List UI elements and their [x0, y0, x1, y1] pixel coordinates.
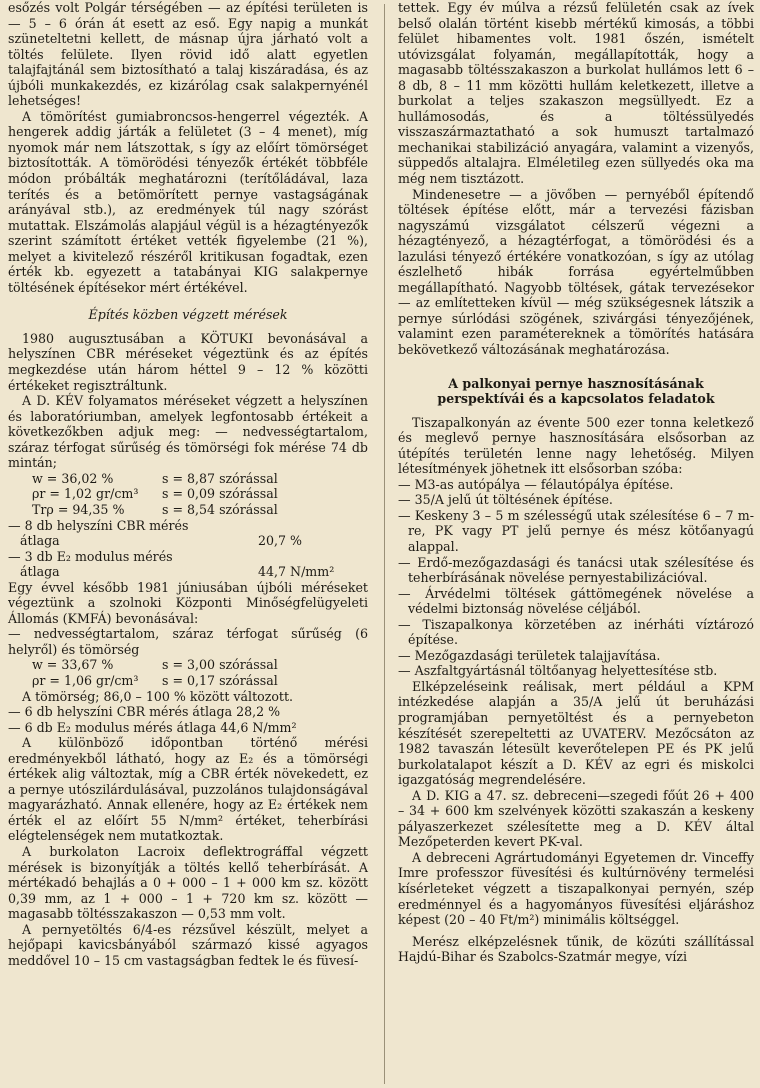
list-item: — Erdő-mezőgazdasági és tanácsi utak szélesítése és teherbírásának növelése pernyestabilizációval.	[398, 554, 754, 586]
stat-value: w = 33,67 %	[32, 657, 114, 673]
list-item: — Aszfaltgyártásnál töltőanyag helyettesítése stb.	[398, 663, 718, 679]
paragraph: tettek. Egy év múlva a rézsű felületén csak az ívek belső olalán történt kisebb mértékű kimosás, a többi felület hibamentes volt. 1981 őszén, ismételt utóvizsgálat folyamán, megállapították, hogy a magasabb töltésszakaszon a burkolat hullámos lett 6 – 8 db, 8 – 11 mm közötti hullám keletkezett, illetve a burkolat a teljes szakaszon megsüllyedt. Ez a hullámosodás, és a töltéssülyedés visszaszármaztatható a sok humuszt tartalmazó mechanikai stabilizáció anyagára, valamint a vizenyős, süppedős altalajra. Elméletileg ezen süllyedés oka ma még nem tisztázott.	[398, 0, 754, 187]
list-item: — Keskeny 3 – 5 m szélességű utak szélesítése 6 – 7 m-re, PK vagy PT jelű pernye és mész kötőanyagú alappal.	[398, 507, 754, 554]
stat-value: ρr = 1,06 gr/cm³	[32, 672, 139, 688]
paragraph: A debreceni Agrártudományi Egyetemen dr. Vinceffy Imre professzor füvesítési és kultúrnövény termelési kísérleteket végzett a tiszapalkonyai pernyén, szép eredménnyel és a hagyományos füvesítési eljáráshoz képest (20 – 40 Ft/m²) minimális költséggel.	[398, 849, 754, 928]
paragraph: A tömörítést gumiabroncsos-hengerrel végezték. A hengerek addig járták a felületet (3 – 4 menet), míg nyomok már nem látszottak, s így az előírt tömörséget biztosították. A tömörödési tényezők értékét többféle módon próbálták meghatározni (terítőládával, laza terítés és a betömörített pernye vastagságának arányával stb.), az eredmények túl nagy szórást mutattak. Elszámolás alapjául végül is a hézagtényezők szerint számított értéket vették figyelembe (21 %), melyet a kivitelező részéről kritikusan fogadtak, ezen érték kb. egyezett a tatabányai KIG salakpernye töltésének építésekor mért értékével.	[8, 108, 368, 295]
paragraph: Elképzeléseink reálisak, mert például a KPM intézkedése alapján a 35/A jelű út beruházási programjában pernyetöltést és a pernyebeton készítését szerepeltetti az UVATERV. Mezőcsáton az 1982 tavaszán létesült keverőtelepen PE és PK jelű burkolatalapot készít a D. KÉV az egri és miskolci igazgatóság megrendelésére.	[398, 678, 754, 788]
measure-row	[8, 533, 368, 549]
paragraph: Merész elképzelésnek tűnik, de közúti szállítással Hajdú-Bihar és Szabolcs-Szatmár megye, vízi	[398, 933, 754, 965]
paragraph: A különböző időpontban történő mérési eredményekből látható, hogy az E₂ és a tömörségi értékek alig változtak, míg a CBR érték növekedett, ez a pernye utószilárdulásával, puzzolános tulajdonságával magyarázható. Annak ellenére, hogy az E₂ értékek nem érték el az előírt 55 N/mm² értéket, teherbírási elégtelenségek nem mutatkoztak.	[8, 735, 368, 844]
stat-row	[8, 486, 368, 502]
right-column	[398, 0, 754, 965]
stat-row	[8, 502, 368, 518]
paragraph: A D. KIG a 47. sz. debreceni—szegedi főút 26 + 400 – 34 + 600 km szelvények közötti szakaszán a keskeny pályaszerkezet szélesítette meg a D. KÉV által Mezőpeterden kevert PK-val.	[398, 787, 754, 850]
stat-spread: s = 8,87 szórással	[162, 470, 278, 486]
section-heading-line: perspektívái és a kapcsolatos feladatok	[437, 391, 715, 407]
stat-spread: s = 8,54 szórással	[162, 501, 278, 517]
section-heading-line: A palkonyai pernye hasznosításának	[448, 375, 704, 391]
stat-row	[8, 673, 368, 689]
measure-value: 44,7 N/mm²	[258, 564, 335, 580]
paragraph: esőzés volt Polgár térségében — az építési területen is — 5 – 6 órán át esett az eső. Egy napig a munkát szüneteltetni kellett, de másnap újra járható volt a töltés felülete. Ilyen rövid idő alatt egyetlen talajfajtánál sem biztosítható a talaj kiszáradása, és az újbóli munkakezdés, ez kizárólag csak salakpernyénél lehetséges!	[8, 0, 368, 109]
paragraph: A D. KÉV folyamatos méréseket végzett a helyszínen és laboratóriumban, amelyek legfontosabb értékeit a következőkben adjuk meg: — nedvességtartalom, száraz térfogat sűrűség és tömörségi fok mérése 74 db mintán;	[8, 393, 368, 471]
stat-row	[8, 657, 368, 673]
list-item: — Árvédelmi töltések gáttömegének növelése a védelmi biztonság növelése céljából.	[398, 585, 754, 617]
measure-value: 20,7 %	[258, 533, 303, 549]
stat-spread: s = 3,00 szórással	[162, 657, 278, 673]
stat-value: w = 36,02 %	[32, 470, 114, 486]
measure-row	[8, 564, 368, 580]
facility-list	[398, 477, 754, 679]
paragraph: Egy évvel később 1981 júniusában újbóli méréseket végeztünk a szolnoki Központi Minőségfelügyeleti Állomás (KMFÁ) bevonásával:	[8, 579, 368, 626]
stats-block-1	[8, 471, 368, 518]
stats-block-2	[8, 657, 368, 688]
paragraph: — 6 db E₂ modulus mérés átlaga 44,6 N/mm²	[8, 719, 297, 735]
left-column	[8, 0, 368, 968]
stat-value: Trρ = 94,35 %	[32, 501, 125, 517]
paragraph: 1980 augusztusában a KÖTUKI bevonásával a helyszínen CBR méréseket végeztünk és az építés megkezdése után három héttel 9 – 12 % közötti értékeket regisztráltunk.	[8, 330, 368, 393]
list-item: — Tiszapalkonya körzetében az inérháti víztározó építése.	[398, 616, 754, 648]
measure-label: — 8 db helyszíni CBR mérés	[8, 517, 189, 533]
stat-value: ρr = 1,02 gr/cm³	[32, 486, 139, 502]
paragraph: A tömörség; 86,0 – 100 % között változott.	[22, 688, 294, 704]
measure-sub: átlaga	[20, 564, 60, 580]
list-item: — M3-as autópálya — félautópálya építése.	[398, 476, 674, 492]
measure-sub: átlaga	[20, 533, 60, 549]
section-heading: Építés közben végzett mérések	[88, 307, 288, 323]
measure-label: — 3 db E₂ modulus mérés	[8, 548, 173, 564]
paragraph: Tiszapalkonyán az évente 500 ezer tonna keletkező és meglevő pernye hasznosítására elsősorban az útépítés területén lenne nagy lehetőség. Milyen létesítmények jöhetnek itt elsősorban szóba:	[398, 414, 754, 477]
list-item: — 35/A jelű út töltésének építése.	[398, 492, 613, 508]
stat-row	[8, 471, 368, 487]
paragraph: A burkolaton Lacroix deflektrográffal végzett mérések is bizonyítják a töltés kellő teherbírását. A mértékadó behajlás a 0 + 000 – 1 + 000 km sz. között 0,39 mm, az 1 + 000 – 1 + 720 km sz. között — magasabb töltésszakaszon — 0,53 mm volt.	[8, 843, 368, 922]
section-heading	[398, 376, 754, 407]
column-divider	[384, 4, 385, 1084]
stat-spread: s = 0,09 szórással	[162, 486, 278, 502]
paragraph: — nedvességtartalom, száraz térfogat sűrűség (6 helyről) és tömörség	[8, 626, 368, 657]
stat-spread: s = 0,17 szórással	[162, 672, 278, 688]
list-item: — Mezőgazdasági területek talajjavítása.	[398, 647, 661, 663]
paragraph: — 6 db helyszíni CBR mérés átlaga 28,2 %	[8, 704, 281, 720]
paragraph: A pernyetöltés 6/4-es rézsűvel készült, melyet a hejőpapi kavicsbányából származó kissé agyagos meddővel 10 – 15 cm vastagságban fedtek le és füvesí-	[8, 921, 368, 968]
paragraph: Mindenesetre — a jövőben — pernyéből építendő töltések építése előtt, már a tervezési fázisban nagyszámú vizsgálatot célszerű végezni a hézagtényező, a hézagtérfogat, a tömörödési és a lazulási tényező értékére vonatkozóan, s így az utólag észlelhető hibák forrása egyértelműbben megállapítható. Nagyobb töltések, gátak tervezésekor — az említetteken kívül — még szükségesnek látszik a pernye súrlódási szögének, szivárgási tényezőjének, valamint ezen paramétereknek a tömörítés hatására bekövetkező változásának meghatározása.	[398, 186, 754, 358]
